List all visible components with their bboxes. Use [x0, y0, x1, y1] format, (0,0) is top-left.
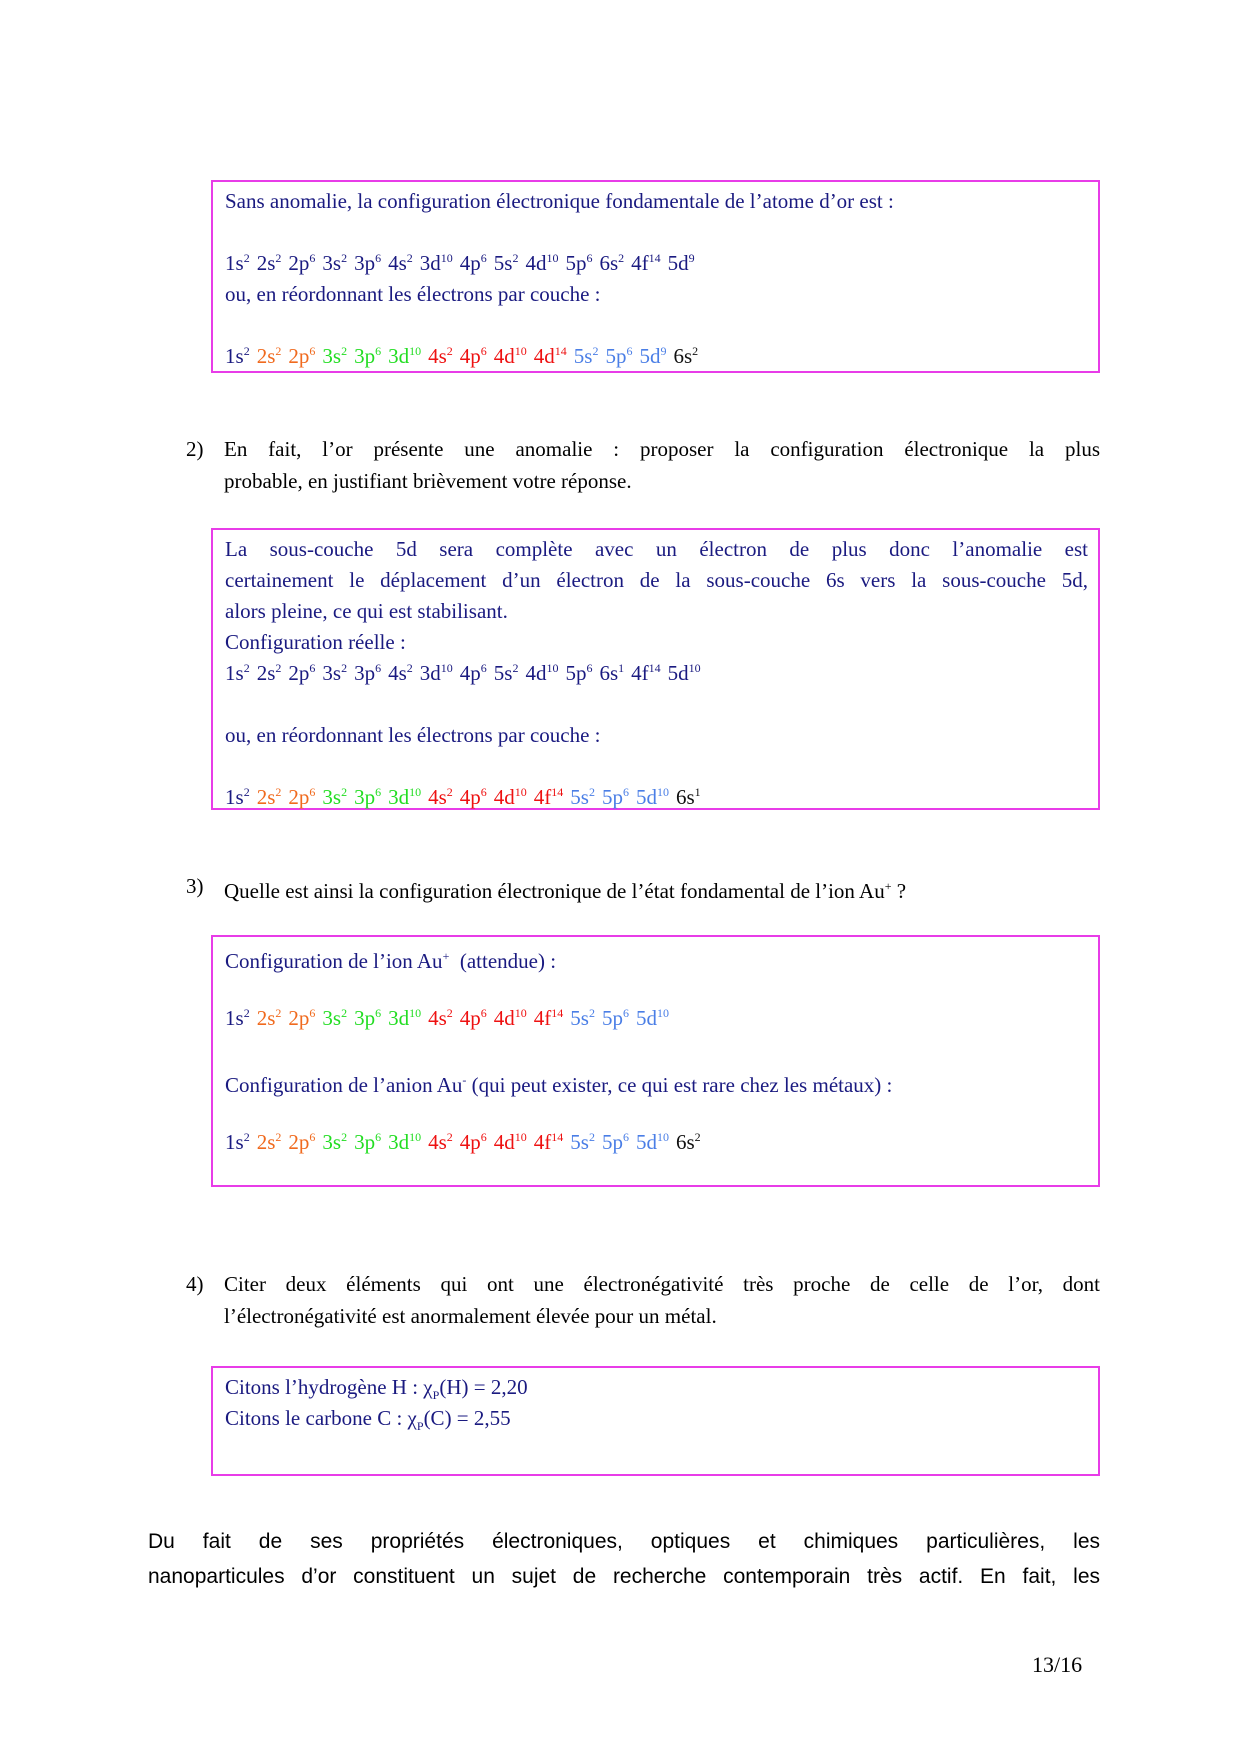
orbital-term: $4p^6$ [459, 785, 487, 809]
answer-box-3 [211, 935, 1100, 1187]
orbital-term: $3s^2$ [322, 251, 348, 275]
orbital-term: $3s^2$ [322, 661, 348, 685]
box2-config-label: Configuration réelle : [225, 630, 406, 654]
question-4-line-2: l’électronégativité est anormalement élevée pour un métal. [224, 1304, 717, 1328]
orbital-term: $4d^{10}$ [493, 344, 527, 368]
box3-anion-config [225, 1127, 1088, 1158]
question-2-line-2: probable, en justifiant brièvement votre réponse. [224, 469, 632, 493]
question-2-number: 2) [186, 437, 204, 461]
body-paragraph [148, 1524, 1100, 1594]
orbital-term: $1s^2$ [225, 1130, 250, 1154]
question-2 [186, 433, 1100, 497]
orbital-term: $4s^2$ [428, 344, 453, 368]
orbital-term: $2p^6$ [288, 661, 316, 685]
orbital-term: $4f^{14}$ [533, 1130, 564, 1154]
box1-config-standard [225, 248, 1088, 279]
box2-config-standard [225, 658, 1088, 689]
orbital-term: $4d^{14}$ [533, 344, 567, 368]
orbital-term: $3p^6$ [354, 785, 382, 809]
orbital-term: $2p^6$ [288, 251, 316, 275]
question-4 [186, 1268, 1100, 1332]
box3-cation-label: Configuration de l’ion Au+ (attendue) : [225, 949, 557, 973]
orbital-term: $5d^{10}$ [635, 1006, 669, 1030]
body-paragraph-line-1: Du fait de ses propriétés électroniques, optiques et chimiques particulières, les [148, 1530, 1100, 1553]
orbital-term: $4p^6$ [459, 1130, 487, 1154]
orbital-term: $4d^{10}$ [493, 1006, 527, 1030]
box1-reorder-label: ou, en réordonnant les électrons par couche : [225, 282, 601, 306]
orbital-term: $5p^6$ [601, 1006, 629, 1030]
orbital-term: $2s^2$ [256, 1130, 282, 1154]
orbital-term: $5p^6$ [601, 1130, 629, 1154]
orbital-term: $4p^6$ [459, 251, 487, 275]
orbital-term: $6s^2$ [673, 344, 699, 368]
box2-line-3: alors pleine, ce qui est stabilisant. [225, 599, 508, 623]
orbital-term: $2s^2$ [256, 1006, 282, 1030]
question-2-line-1: En fait, l’or présente une anomalie : proposer la configuration électronique la plus [224, 437, 1100, 461]
box3-anion-label: Configuration de l’anion Au- (qui peut exister, ce qui est rare chez les métaux) : [225, 1073, 893, 1097]
orbital-term: $3s^2$ [322, 1130, 348, 1154]
orbital-term: $5s^2$ [573, 344, 599, 368]
orbital-term: $4d^{10}$ [525, 251, 559, 275]
orbital-term: $2s^2$ [256, 344, 282, 368]
orbital-term: $5s^2$ [493, 251, 519, 275]
orbital-term: $5d^{10}$ [667, 661, 701, 685]
orbital-term: $3d^{10}$ [388, 1130, 422, 1154]
box3-cation-config [225, 1003, 1088, 1034]
orbital-term: $1s^2$ [225, 344, 250, 368]
question-4-number: 4) [186, 1272, 204, 1296]
question-3-text: Quelle est ainsi la configuration électronique de l’état fondamental de l’ion Au+ ? [224, 879, 907, 903]
orbital-term: $3p^6$ [354, 344, 382, 368]
orbital-term: $4s^2$ [428, 1006, 453, 1030]
orbital-term: $5d^9$ [667, 251, 695, 275]
orbital-term: $5p^6$ [565, 251, 593, 275]
orbital-term: $6s^1$ [599, 661, 625, 685]
orbital-term: $4d^{10}$ [493, 1130, 527, 1154]
orbital-term: $2p^6$ [288, 344, 316, 368]
orbital-term: $3s^2$ [322, 1006, 348, 1030]
orbital-term: $3d^{10}$ [419, 251, 453, 275]
orbital-term: $1s^2$ [225, 1006, 250, 1030]
orbital-term: $3d^{10}$ [388, 344, 422, 368]
orbital-term: $4f^{14}$ [533, 785, 564, 809]
orbital-term: $4s^2$ [388, 251, 413, 275]
answer-box-1 [211, 180, 1100, 373]
answer-box-4 [211, 1366, 1100, 1476]
orbital-term: $4f^{14}$ [533, 1006, 564, 1030]
orbital-term: $5p^6$ [565, 661, 593, 685]
orbital-term: $2s^2$ [256, 661, 282, 685]
orbital-term: $4s^2$ [388, 661, 413, 685]
box2-line-1: La sous-couche 5d sera complète avec un électron de plus donc l’anomalie est [225, 537, 1088, 561]
orbital-term: $3d^{10}$ [419, 661, 453, 685]
orbital-term: $5d^9$ [639, 344, 667, 368]
orbital-term: $3s^2$ [322, 344, 348, 368]
answer-box-2 [211, 528, 1100, 810]
orbital-term: $2s^2$ [256, 251, 282, 275]
box2-reorder-label: ou, en réordonnant les électrons par couche : [225, 723, 601, 747]
box4-carbon: Citons le carbone C : $\chi_P(C) = 2,55$ [225, 1406, 511, 1434]
orbital-term: $4s^2$ [428, 785, 453, 809]
box2-config-by-shell [225, 782, 1088, 813]
orbital-term: $5s^2$ [570, 785, 595, 809]
orbital-term: $4p^6$ [459, 344, 487, 368]
box2-line-2: certainement le déplacement d’un électron de la sous-couche 6s vers la sous-couche 5d, [225, 568, 1088, 592]
orbital-term: $5d^{10}$ [635, 785, 669, 809]
orbital-term: $1s^2$ [225, 661, 250, 685]
orbital-term: $1s^2$ [225, 785, 250, 809]
body-paragraph-line-2: nanoparticules d’or constituent un sujet de recherche contemporain très actif. En fait, les [148, 1565, 1100, 1588]
orbital-term: $3p^6$ [354, 661, 382, 685]
orbital-term: $3s^2$ [322, 785, 348, 809]
orbital-term: $4p^6$ [459, 1006, 487, 1030]
box1-intro: Sans anomalie, la configuration électronique fondamentale de l’atome d’or est : [225, 189, 894, 213]
orbital-term: $3p^6$ [354, 1130, 382, 1154]
box4-hydrogen: Citons l’hydrogène H : $\chi_P(H) = 2,20$ [225, 1375, 528, 1403]
page-number: 13/16 [1032, 1652, 1083, 1677]
orbital-term: $3p^6$ [354, 1006, 382, 1030]
orbital-term: $4d^{10}$ [493, 785, 527, 809]
orbital-term: $6s^2$ [675, 1130, 701, 1154]
orbital-term: $1s^2$ [225, 251, 250, 275]
orbital-term: $5p^6$ [605, 344, 633, 368]
orbital-term: $2p^6$ [288, 1130, 316, 1154]
orbital-term: $4d^{10}$ [525, 661, 559, 685]
question-3-number: 3) [186, 874, 204, 898]
question-3 [186, 870, 1100, 907]
orbital-term: $4p^6$ [459, 661, 487, 685]
orbital-term: $4f^{14}$ [631, 661, 661, 685]
question-4-line-1: Citer deux éléments qui ont une électronégativité très proche de celle de l’or, dont [224, 1272, 1100, 1296]
orbital-term: $3d^{10}$ [388, 785, 422, 809]
box1-config-by-shell [225, 341, 1088, 372]
orbital-term: $3d^{10}$ [388, 1006, 422, 1030]
orbital-term: $5s^2$ [493, 661, 519, 685]
orbital-term: $5s^2$ [570, 1006, 595, 1030]
orbital-term: $3p^6$ [354, 251, 382, 275]
orbital-term: $2s^2$ [256, 785, 282, 809]
orbital-term: $4f^{14}$ [631, 251, 661, 275]
orbital-term: $2p^6$ [288, 785, 316, 809]
orbital-term: $2p^6$ [288, 1006, 316, 1030]
orbital-term: $6s^1$ [675, 785, 701, 809]
orbital-term: $6s^2$ [599, 251, 625, 275]
orbital-term: $5p^6$ [601, 785, 629, 809]
orbital-term: $4s^2$ [428, 1130, 453, 1154]
orbital-term: $5s^2$ [570, 1130, 595, 1154]
orbital-term: $5d^{10}$ [635, 1130, 669, 1154]
